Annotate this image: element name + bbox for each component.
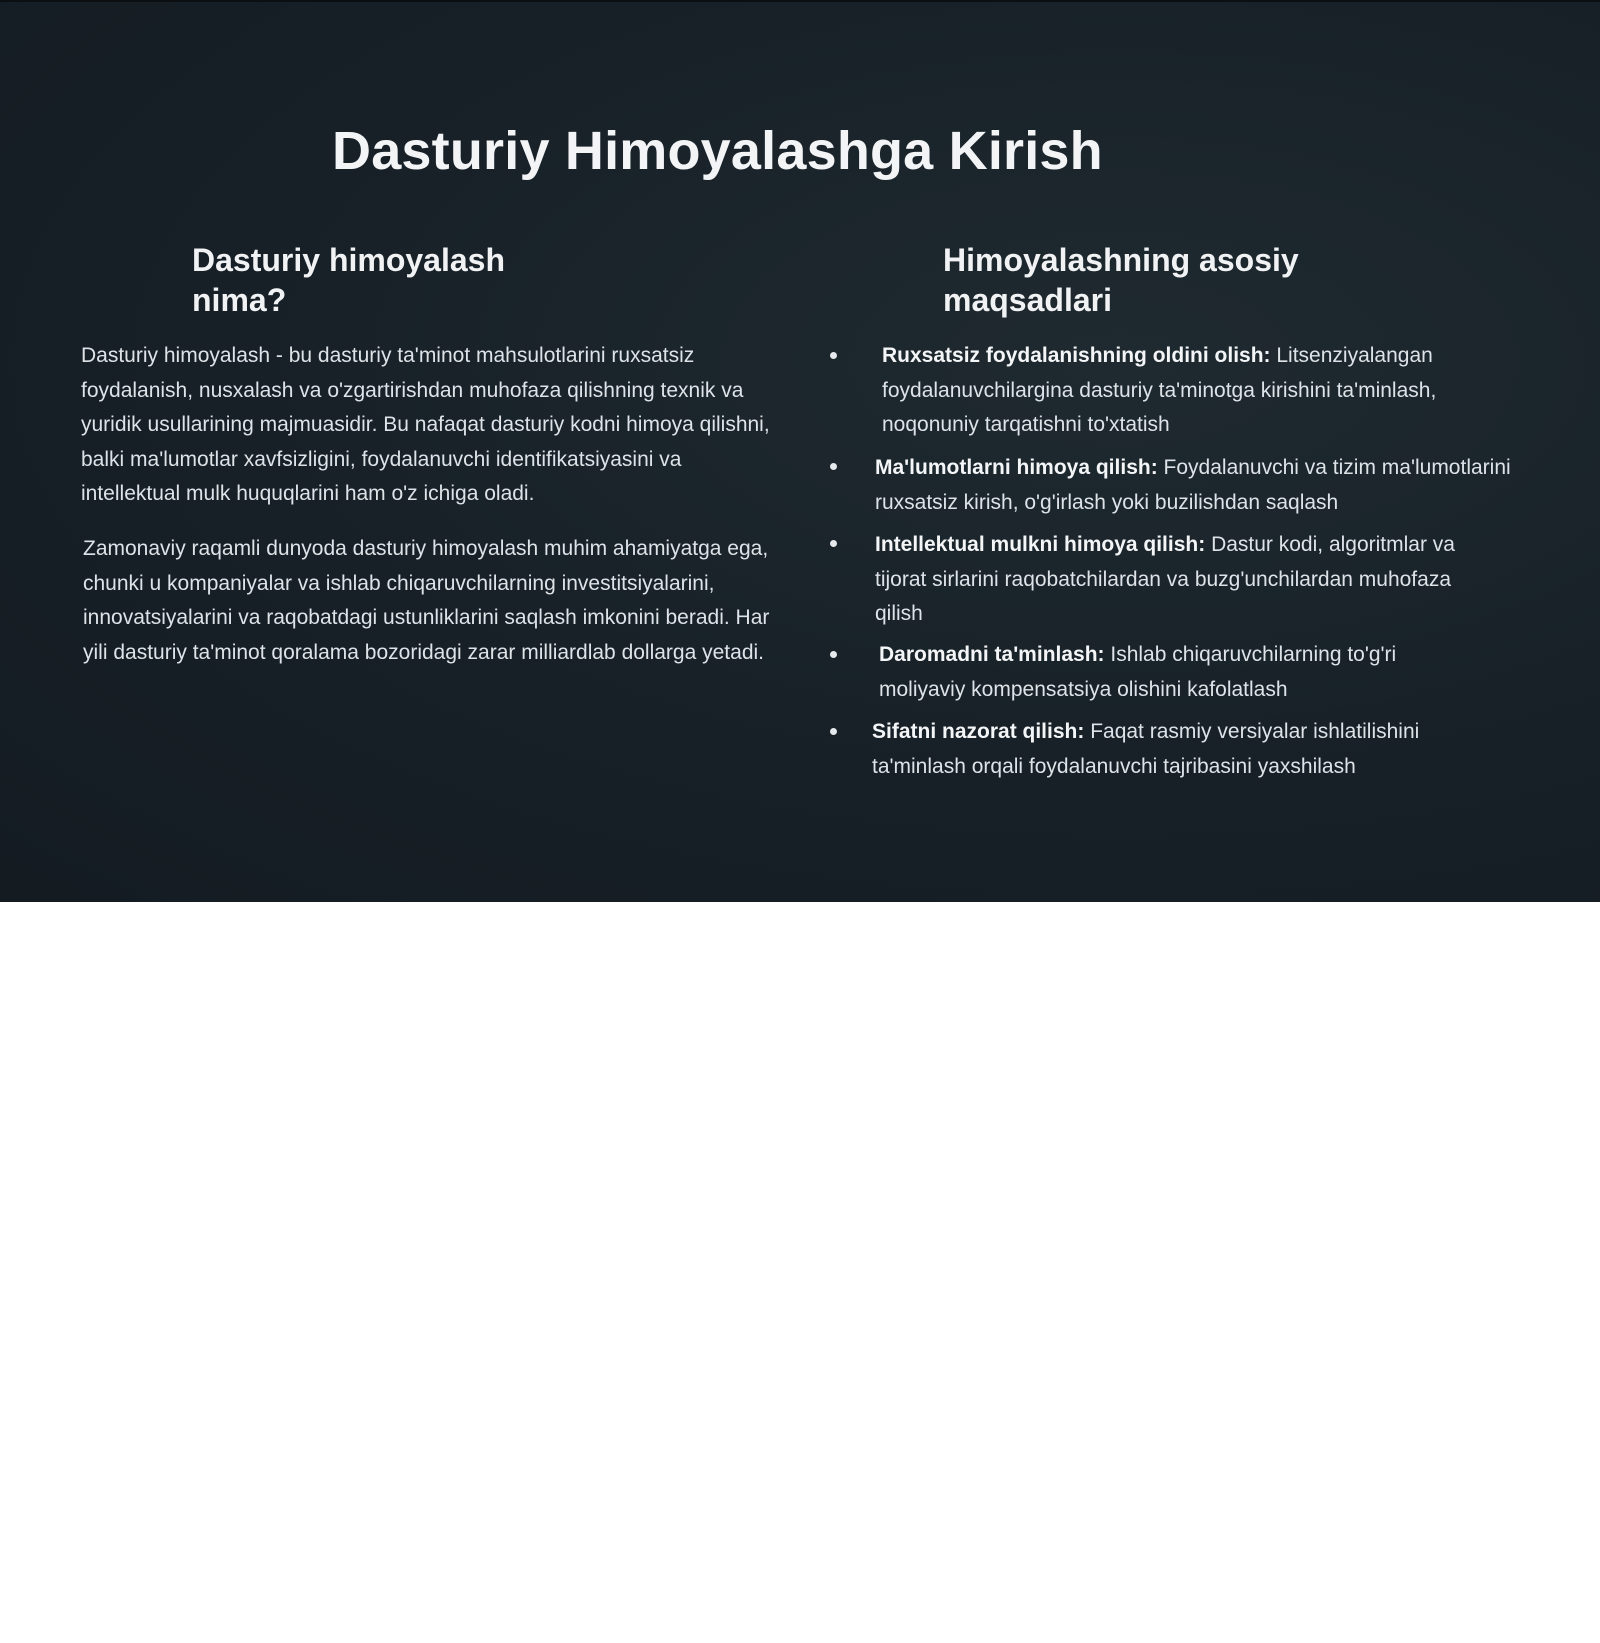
goal-text: Ishlab chiqaruvchilarning to'g'ri moliyaviy kompensatsiya olishini kafolatlash <box>879 643 1397 701</box>
bullet-icon <box>830 352 837 359</box>
intro-paragraph: Dasturiy himoyalash - bu dasturiy ta'minot mahsulotlarini ruxsatsiz foydalanish, nusxalash va o'zgartirishdan muhofaza qilishning texnik va yuridik usullarining majmuasidir. Bu nafaqat dasturiy kodni himoya qilishni, balki ma'lumotlar xavfsizligini, foydalanuvchi identifikatsiyasini va intellektual mulk huquqlarini ham o'z ichiga oladi. <box>81 344 770 505</box>
goal-title: Ma'lumotlarni himoya qilish: <box>875 456 1158 479</box>
bullet-icon <box>830 463 837 470</box>
goal-text: Litsenziyalangan foydalanuvchilargina dasturiy ta'minotga kirishini ta'minlash, noqonuniy tarqatishni to'xtatish <box>882 344 1437 436</box>
goal-item <box>882 339 1512 443</box>
bullet-icon <box>830 651 837 658</box>
slide-title: Dasturiy Himoyalashga Kirish <box>332 121 1103 181</box>
goal-text: Dastur kodi, algoritmlar va tijorat sirlarini raqobatchilardan va buzg'unchilardan muhofaza qilish <box>875 533 1455 625</box>
importance-paragraph: Zamonaviy raqamli dunyoda dasturiy himoyalash muhim ahamiyatga ega, chunki u kompaniyalar va ishlab chiqaruvchilarning investitsiyalarini, innovatsiyalarini va raqobatdagi ustunliklarini saqlash imkonini beradi. Har yili dasturiy ta'minot qoralama bozoridagi zarar milliardlab dollarga yetadi. <box>83 537 770 664</box>
goal-title: Daromadni ta'minlash: <box>879 643 1105 666</box>
goal-title: Sifatni nazorat qilish: <box>872 720 1085 743</box>
goal-text: Foydalanuvchi va tizim ma'lumotlarini ruxsatsiz kirish, o'g'irlash yoki buzilishdan saqlash <box>875 456 1511 514</box>
goal-title: Ruxsatsiz foydalanishning oldini olish: <box>882 344 1271 367</box>
right-column-heading: Himoyalashning asosiy maqsadlari <box>943 242 1299 318</box>
bullet-icon <box>830 540 837 547</box>
goal-text: Faqat rasmiy versiyalar ishlatilishini ta'minlash orqali foydalanuvchi tajribasini yaxshilash <box>872 720 1420 778</box>
goal-item <box>872 715 1452 784</box>
goal-item <box>875 451 1515 520</box>
goal-item <box>879 638 1439 707</box>
left-column-heading: Dasturiy himoyalash nima? <box>192 242 505 318</box>
bullet-icon <box>830 728 837 735</box>
goal-title: Intellektual mulkni himoya qilish: <box>875 533 1206 556</box>
goal-item <box>875 528 1500 632</box>
